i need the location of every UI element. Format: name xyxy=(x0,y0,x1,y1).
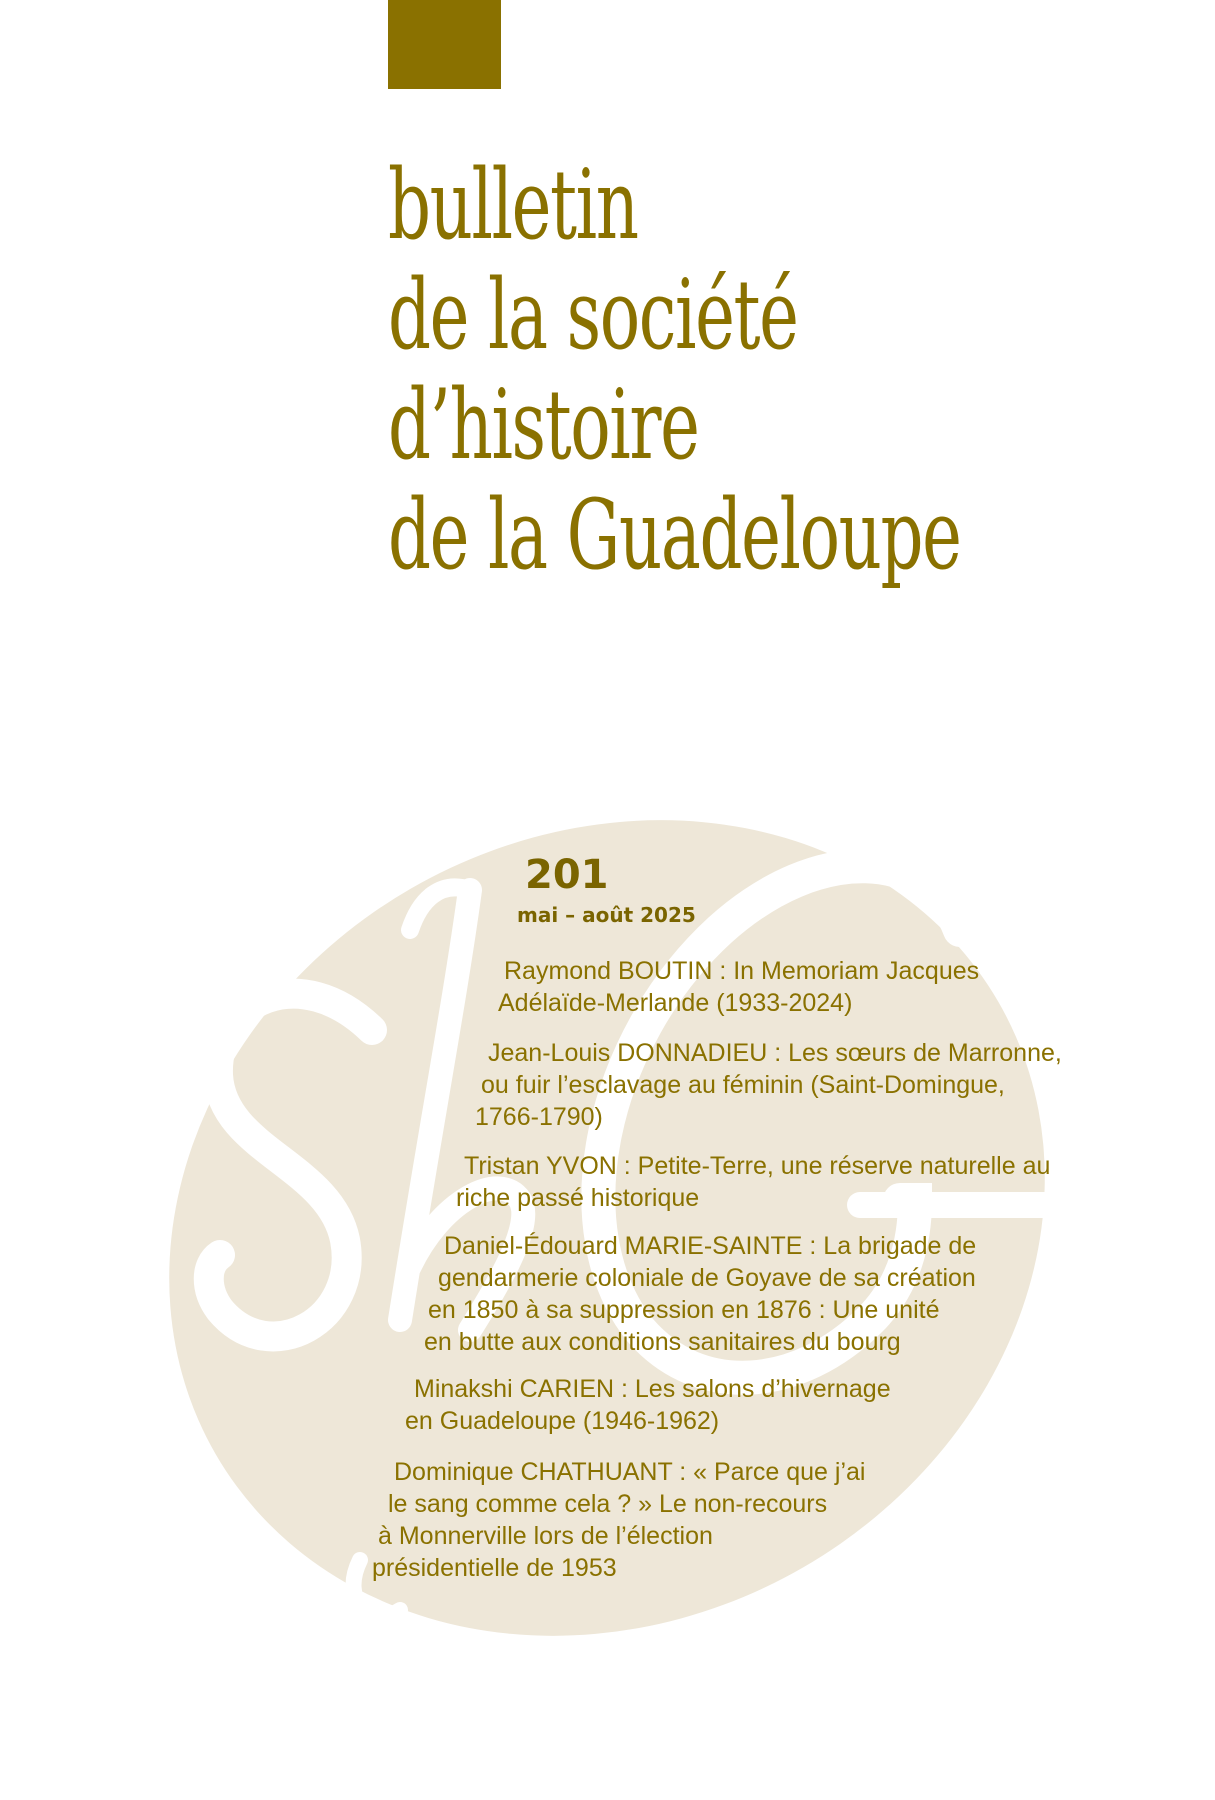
toc-line: Jean-Louis DONNADIEU : Les sœurs de Marronne, xyxy=(488,1039,1062,1067)
toc-line: gendarmerie coloniale de Goyave de sa création xyxy=(438,1264,976,1292)
toc-line: 1766-1790) xyxy=(475,1103,603,1131)
toc-line: présidentielle de 1953 xyxy=(372,1554,617,1582)
toc-line: Tristan YVON : Petite-Terre, une réserve naturelle au xyxy=(464,1152,1051,1180)
toc-entry xyxy=(424,1230,977,1358)
toc-line: le sang comme cela ? » Le non-recours xyxy=(388,1490,828,1518)
toc-entry xyxy=(372,1456,866,1584)
title-line: de la société xyxy=(388,259,798,371)
toc-line: en 1850 à sa suppression en 1876 : Une unité xyxy=(428,1296,940,1324)
toc-line: Dominique CHATHUANT : « Parce que j’ai xyxy=(394,1458,866,1486)
issue-number: 201 xyxy=(525,852,609,898)
title-line: d’histoire xyxy=(388,369,699,481)
journal-title xyxy=(388,150,960,590)
toc-line: Adélaïde-Merlande (1933-2024) xyxy=(498,989,853,1017)
toc-line: à Monnerville lors de l’élection xyxy=(378,1522,713,1550)
title-line: de la Guadeloupe xyxy=(388,479,961,591)
toc-line: Minakshi CARIEN : Les salons d’hivernage xyxy=(414,1375,891,1403)
toc-entry xyxy=(498,955,980,1019)
toc-line: ou fuir l’esclavage au féminin (Saint-Domingue, xyxy=(481,1071,1005,1099)
toc-entry xyxy=(405,1373,891,1437)
toc-line: riche passé historique xyxy=(456,1184,700,1212)
toc-line: Daniel-Édouard MARIE-SAINTE : La brigade de xyxy=(444,1232,977,1260)
toc-line: en Guadeloupe (1946-1962) xyxy=(405,1407,720,1435)
toc-entry xyxy=(475,1037,1062,1133)
toc-line: Raymond BOUTIN : In Memoriam Jacques xyxy=(504,957,980,985)
title-line: bulletin xyxy=(388,149,638,261)
toc-entry xyxy=(456,1150,1051,1214)
toc-line: en butte aux conditions sanitaires du bourg xyxy=(424,1328,901,1356)
issue-date: mai – août 2025 xyxy=(517,903,696,927)
